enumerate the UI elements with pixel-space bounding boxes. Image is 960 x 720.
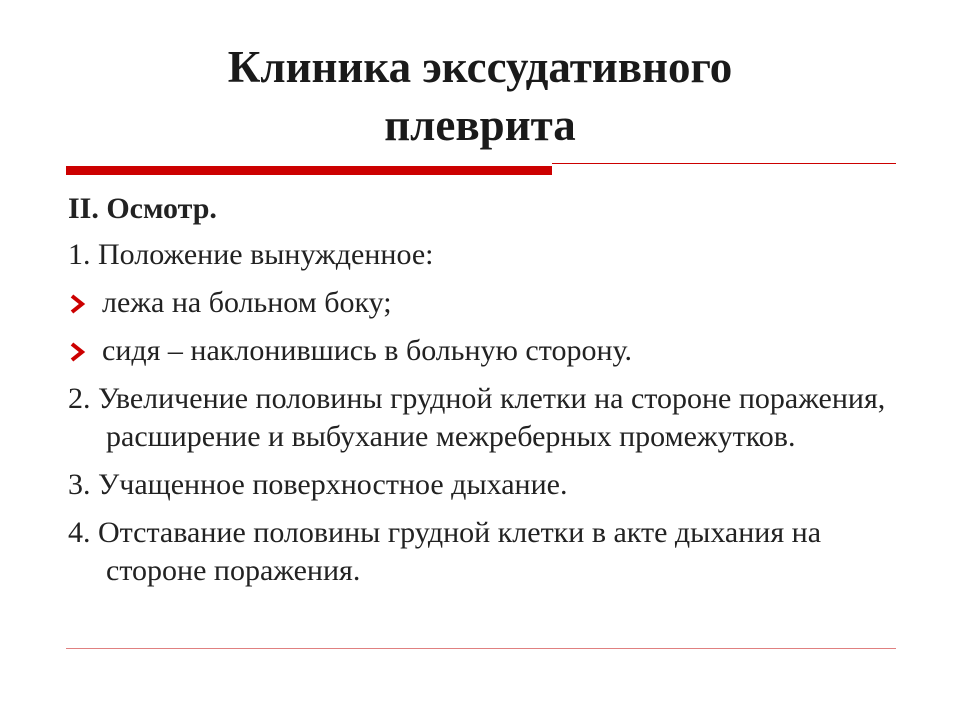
list-item-3: 3. Учащенное поверхностное дыхание. [68,468,568,501]
bullet-text: лежа на больном боку; [102,286,392,319]
title-line-1: Клиника экссудативного [227,42,733,92]
slide-title [0,38,960,154]
bullet-item [68,332,908,370]
section-heading: II. Осмотр. [68,192,217,225]
title-line-2: плеврита [384,100,576,150]
bullet-item [68,284,908,322]
list-item-2: 2. Увеличение половины грудной клетки на стороне поражения, расширение и выбухание межреберных промежутков. [68,382,886,453]
list-item-1: 1. Положение вынужденное: [68,238,434,271]
list-item-4: 4. Отставание половины грудной клетки в акте дыхания на стороне поражения. [68,516,822,587]
bullet-text: сидя – наклонившись в больную сторону. [102,334,633,367]
title-underline-thin [552,163,896,164]
footer-divider [66,648,896,649]
chevron-right-icon [68,332,90,370]
chevron-right-icon [68,284,90,322]
title-underline-thick [66,166,552,175]
slide-body [68,190,908,600]
